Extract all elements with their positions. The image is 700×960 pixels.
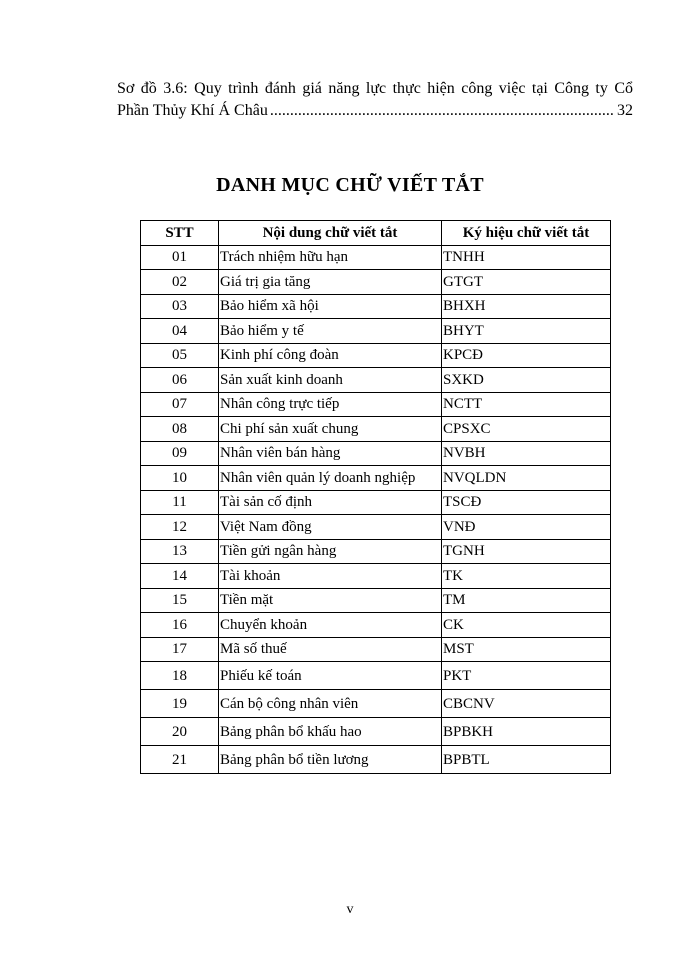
row-name: Nhân viên quản lý doanh nghiệp: [219, 466, 442, 491]
table-row: [141, 270, 611, 295]
row-name: Tài sản cố định: [219, 490, 442, 515]
row-code: NCTT: [442, 392, 611, 417]
row-name: Bảng phân bổ tiền lương: [219, 746, 442, 774]
row-stt: 15: [141, 588, 219, 613]
row-code: CBCNV: [442, 690, 611, 718]
row-stt: 07: [141, 392, 219, 417]
row-name: Phiếu kế toán: [219, 662, 442, 690]
table-header-row: [141, 221, 611, 246]
row-name: Giá trị gia tăng: [219, 270, 442, 295]
table-row: [141, 490, 611, 515]
table-row: [141, 690, 611, 718]
table-row: [141, 515, 611, 540]
table-row: [141, 343, 611, 368]
row-code: PKT: [442, 662, 611, 690]
row-name: Bảo hiểm xã hội: [219, 294, 442, 319]
row-code: BPBKH: [442, 718, 611, 746]
row-stt: 09: [141, 441, 219, 466]
row-stt: 01: [141, 245, 219, 270]
row-code: BPBTL: [442, 746, 611, 774]
row-name: Chuyển khoản: [219, 613, 442, 638]
row-code: MST: [442, 637, 611, 662]
table-row: [141, 368, 611, 393]
row-name: Nhân viên bán hàng: [219, 441, 442, 466]
row-name: Việt Nam đồng: [219, 515, 442, 540]
row-code: BHYT: [442, 319, 611, 344]
toc-entry-line2: [117, 100, 633, 122]
row-code: CPSXC: [442, 417, 611, 442]
row-name: Cán bộ công nhân viên: [219, 690, 442, 718]
table-row: [141, 392, 611, 417]
row-stt: 05: [141, 343, 219, 368]
table-row: [141, 319, 611, 344]
table-row: [141, 441, 611, 466]
row-stt: 06: [141, 368, 219, 393]
row-name: Kinh phí công đoàn: [219, 343, 442, 368]
row-code: TM: [442, 588, 611, 613]
row-code: VNĐ: [442, 515, 611, 540]
row-stt: 12: [141, 515, 219, 540]
table-row: [141, 539, 611, 564]
row-name: Bảng phân bổ khấu hao: [219, 718, 442, 746]
row-code: BHXH: [442, 294, 611, 319]
row-code: NVBH: [442, 441, 611, 466]
row-name: Bảo hiểm y tế: [219, 319, 442, 344]
section-title: DANH MỤC CHỮ VIẾT TẮT: [216, 174, 484, 196]
row-name: Nhân công trực tiếp: [219, 392, 442, 417]
toc-entry-text-line1: Sơ đồ 3.6: Quy trình đánh giá năng lực thực hiện công việc tại Công ty Cổ: [117, 80, 633, 97]
row-stt: 04: [141, 319, 219, 344]
row-code: SXKD: [442, 368, 611, 393]
row-code: TNHH: [442, 245, 611, 270]
row-stt: 17: [141, 637, 219, 662]
row-code: KPCĐ: [442, 343, 611, 368]
row-stt: 02: [141, 270, 219, 295]
table-row: [141, 245, 611, 270]
table-row: [141, 718, 611, 746]
header-name: Nội dung chữ viết tắt: [219, 221, 442, 246]
row-stt: 18: [141, 662, 219, 690]
row-stt: 03: [141, 294, 219, 319]
table-row: [141, 294, 611, 319]
table-row: [141, 746, 611, 774]
row-code: TSCĐ: [442, 490, 611, 515]
row-stt: 10: [141, 466, 219, 491]
table-row: [141, 637, 611, 662]
table-body: [141, 245, 611, 774]
row-stt: 19: [141, 690, 219, 718]
row-name: Tài khoản: [219, 564, 442, 589]
abbreviation-table: [140, 220, 611, 774]
row-code: TGNH: [442, 539, 611, 564]
row-code: CK: [442, 613, 611, 638]
table-row: [141, 417, 611, 442]
toc-page-number: 32: [617, 102, 633, 119]
table-row: [141, 564, 611, 589]
row-name: Trách nhiệm hữu hạn: [219, 245, 442, 270]
toc-entry: [117, 78, 633, 122]
row-stt: 13: [141, 539, 219, 564]
row-stt: 16: [141, 613, 219, 638]
row-code: TK: [442, 564, 611, 589]
row-stt: 11: [141, 490, 219, 515]
header-stt: STT: [141, 221, 219, 246]
table-row: [141, 588, 611, 613]
table-row: [141, 466, 611, 491]
row-name: Sản xuất kinh doanh: [219, 368, 442, 393]
row-code: NVQLDN: [442, 466, 611, 491]
row-code: GTGT: [442, 270, 611, 295]
toc-dot-leader: [270, 100, 615, 122]
page-number: v: [346, 902, 354, 917]
table-row: [141, 662, 611, 690]
row-name: Tiền mặt: [219, 588, 442, 613]
row-stt: 20: [141, 718, 219, 746]
row-stt: 14: [141, 564, 219, 589]
row-name: Tiền gửi ngân hàng: [219, 539, 442, 564]
row-stt: 08: [141, 417, 219, 442]
row-name: Chi phí sản xuất chung: [219, 417, 442, 442]
header-code: Ký hiệu chữ viết tắt: [442, 221, 611, 246]
row-stt: 21: [141, 746, 219, 774]
row-name: Mã số thuế: [219, 637, 442, 662]
table-row: [141, 613, 611, 638]
toc-entry-text-line2: Phần Thủy Khí Á Châu: [117, 102, 268, 119]
